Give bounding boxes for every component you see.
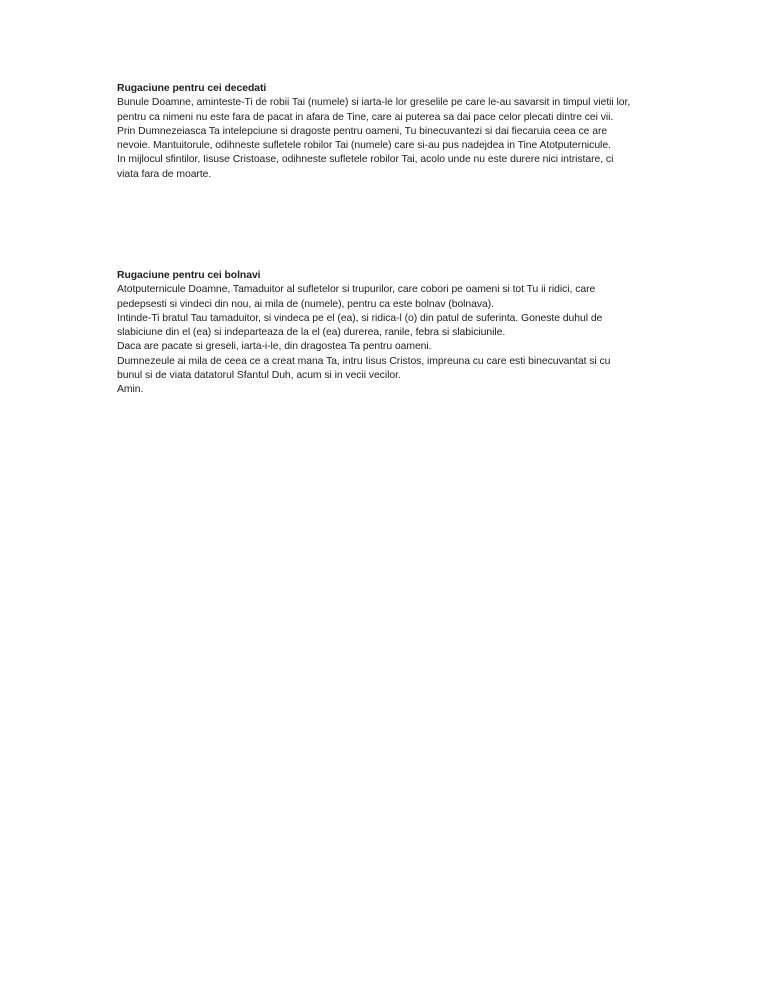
prayer-section-sick (117, 269, 677, 398)
prayer-section-deceased (117, 82, 677, 182)
text-line: Intinde-Ti bratul Tau tamaduitor, si vindeca pe el (ea), si ridica-l (o) din patul de suferinta. Goneste duhul de (117, 312, 603, 324)
section-title: Rugaciune pentru cei bolnavi (117, 270, 261, 281)
text-line: pedepsesti si vindeci din nou, ai mila de (numele), pentru ca este bolnav (bolnava). (117, 298, 495, 310)
text-line: slabiciune din el (ea) si indeparteaza de la el (ea) durerea, ranile, febra si slabiciunile. (117, 327, 506, 339)
text-line: viata fara de moarte. (117, 168, 212, 180)
text-line: nevoie. Mantuitorule, odihneste sufletele robilor Tai (numele) care si-au pus nadejdea in Tine Atotputernicule. (117, 140, 611, 152)
text-line: Dumnezeule ai mila de ceea ce a creat mana Ta, intru Iisus Cristos, impreuna cu care esti binecuvantat si cu (117, 355, 611, 367)
text-line: In mijlocul sfintilor, Iisuse Cristoase, odihneste sufletele robilor Tai, acolo unde nu este durere nici intristare, ci (117, 154, 614, 166)
text-line: Prin Dumnezeiasca Ta intelepciune si dragoste pentru oameni, Tu binecuvantezi si dai fiecaruia ceea ce are (117, 125, 608, 137)
section-title: Rugaciune pentru cei decedati (117, 83, 267, 94)
text-line: Bunule Doamne, aminteste-Ti de robii Tai (numele) si iarta-le lor greselile pe care le-au savarsit in timpul vietii lor, (117, 97, 631, 109)
text-line: Atotputernicule Doamne, Tamaduitor al sufletelor si trupurilor, care cobori pe oameni si tot Tu ii ridici, care (117, 284, 596, 296)
text-line: pentru ca nimeni nu este fara de pacat in afara de Tine, care ai puterea sa dai pace celor plecati dintre cei vii. (117, 111, 614, 123)
text-line: Daca are pacate si greseli, iarta-i-le, din dragostea Ta pentru oameni. (117, 341, 432, 353)
text-line: bunul si de viata datatorul Sfantul Duh, acum si in vecii vecilor. (117, 370, 401, 382)
text-line: Amin. (117, 384, 144, 396)
